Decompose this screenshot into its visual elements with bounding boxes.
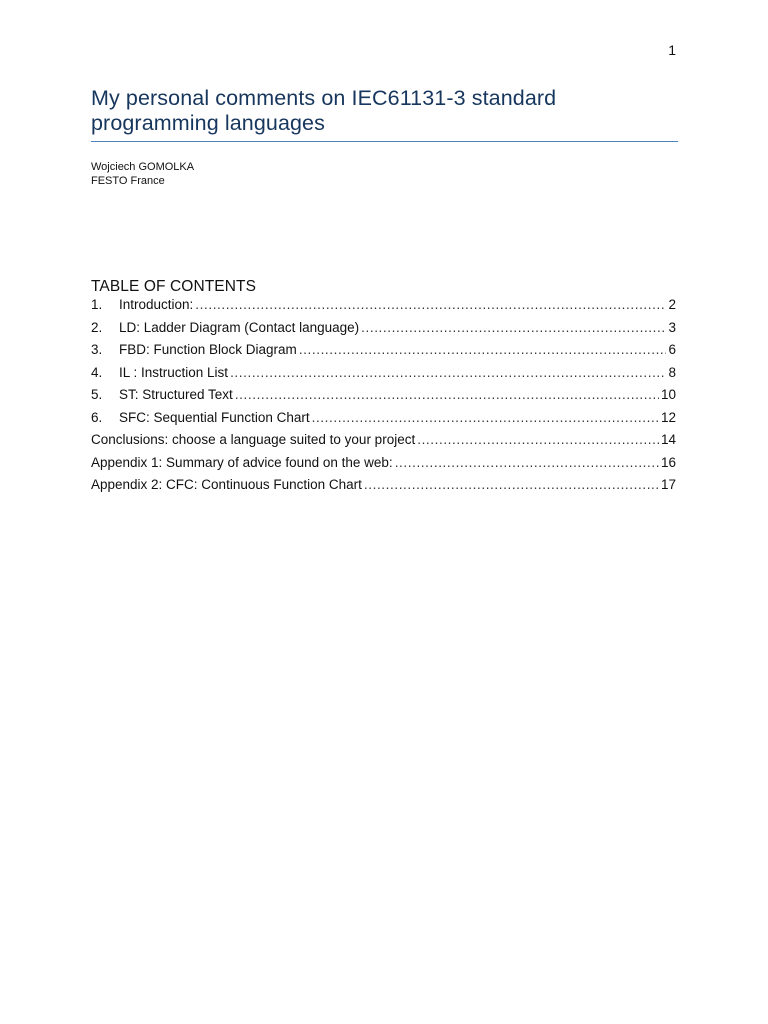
toc-entry-title: Conclusions: choose a language suited to your project: [91, 432, 416, 447]
toc-entry-conclusions[interactable]: [91, 432, 676, 455]
toc-entry-number: 5.: [91, 387, 103, 402]
toc-entry-sequential-function-chart[interactable]: [91, 410, 676, 433]
toc-entry-appendix-2[interactable]: [91, 477, 676, 500]
toc-entry-page: 2: [668, 297, 676, 312]
toc-entry-title: Appendix 1: Summary of advice found on the web:: [91, 454, 393, 470]
title-line-1: My personal comments on IEC61131-3 standard: [91, 86, 557, 110]
page-number: 1: [668, 42, 676, 58]
toc-heading: TABLE OF CONTENTS: [91, 278, 257, 295]
toc-entry-introduction[interactable]: [91, 297, 676, 320]
toc-entry-instruction-list[interactable]: [91, 365, 676, 388]
toc-entry-page: 12: [660, 409, 676, 425]
toc-entry-number: 1.: [91, 297, 103, 312]
toc-entry-number: 4.: [91, 364, 103, 380]
author-name: Wojciech GOMOLKA: [91, 161, 195, 173]
toc-dot-leader: [312, 410, 659, 425]
toc-dot-leader: [395, 455, 659, 470]
toc-entry-appendix-1[interactable]: [91, 455, 676, 478]
toc-entry-number: 3.: [91, 342, 103, 357]
toc-entry-title: LD: Ladder Diagram (Contact language): [119, 319, 360, 335]
title-line-2: programming languages: [91, 111, 325, 135]
toc-entry-number: 2.: [91, 319, 103, 335]
toc-entry-title: IL : Instruction List: [119, 364, 229, 380]
toc-dot-leader: [235, 387, 659, 402]
toc-entry-function-block-diagram[interactable]: [91, 342, 676, 365]
toc-dot-leader: [364, 477, 659, 492]
author-block: [91, 160, 194, 188]
toc-entry-page: 17: [660, 477, 676, 492]
author-organization: FESTO France: [91, 175, 165, 187]
toc-entry-title: Introduction:: [119, 297, 194, 312]
toc-entry-ladder-diagram[interactable]: [91, 320, 676, 343]
toc-entry-page: 3: [668, 319, 676, 335]
toc-dot-leader: [195, 297, 666, 312]
toc-entry-structured-text[interactable]: [91, 387, 676, 410]
toc-entry-title: ST: Structured Text: [119, 387, 233, 402]
toc-dot-leader: [417, 432, 659, 447]
toc-entry-page: 10: [660, 387, 676, 402]
toc-dot-leader: [230, 365, 666, 380]
toc-dot-leader: [299, 342, 667, 357]
toc-entry-title: FBD: Function Block Diagram: [119, 342, 297, 357]
toc-entry-title: SFC: Sequential Function Chart: [119, 409, 310, 425]
toc-entry-page: 6: [668, 342, 676, 357]
toc-entry-page: 16: [660, 454, 676, 470]
document-title: [91, 86, 678, 142]
toc-entry-title: Appendix 2: CFC: Continuous Function Chart: [91, 477, 362, 492]
toc-entry-number: 6.: [91, 409, 103, 425]
toc-entry-page: 14: [660, 432, 676, 447]
toc-dot-leader: [361, 320, 666, 335]
table-of-contents: [91, 297, 676, 500]
toc-entry-page: 8: [668, 364, 676, 380]
